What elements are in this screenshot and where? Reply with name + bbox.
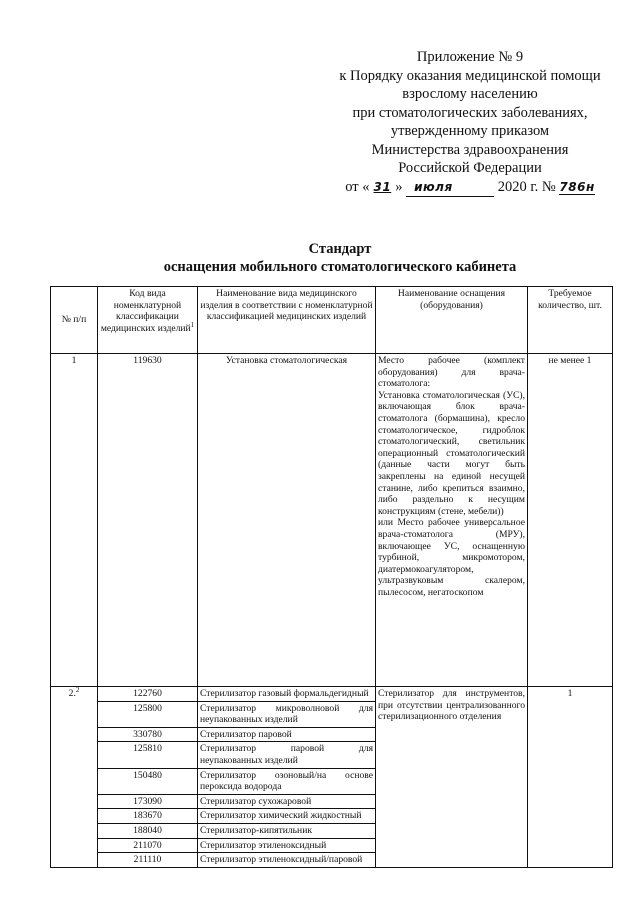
header-line: Российской Федерации [398, 160, 542, 176]
item-name: Стерилизатор озоновый/на основе пероксида водорода [198, 768, 376, 794]
header-line: Министерства здравоохранения [371, 141, 569, 158]
item-name: Стерилизатор химический жидкостный [198, 809, 376, 824]
header-line: Приложение № 9 [416, 49, 524, 65]
order-number: 786н [559, 179, 595, 194]
equipment-text: Установка стоматологическая (УС), включающая блок врача-стоматолога (бормашина), кресло стоматологическое, гидроблок стоматологический, светильник операционный стоматологический (данные части могут быть закреплены на единой несущей станине, либо крепиться взаимно, либо раздельно к несущим конструкциям (стене, мебели)) [378, 389, 525, 517]
equipment-standard-table [50, 286, 613, 868]
table-row [51, 687, 613, 702]
header-qty: Требуемое количество, шт. [528, 287, 613, 354]
row-num-text: 2. [68, 688, 76, 699]
header-line: утвержденному приказом [390, 123, 550, 139]
row-num: 1 [51, 354, 98, 687]
date-year: 2020 г. № [497, 178, 556, 195]
table-header-row [51, 287, 613, 354]
row-name: Установка стоматологическая [198, 354, 376, 687]
item-code: 122760 [98, 687, 198, 702]
row-code: 119630 [98, 354, 198, 687]
item-code: 150480 [98, 768, 198, 794]
item-code: 211110 [98, 853, 198, 868]
footnote-mark: 2 [75, 686, 80, 694]
item-name: Стерилизатор-кипятильник [198, 823, 376, 838]
header-line: взрослому населению [402, 86, 538, 102]
header-name: Наименование вида медицинского изделия в соответствии с номенклатурной классификацией медицинских изделий [198, 287, 376, 354]
title-line-2: оснащения мобильного стоматологического кабинета [163, 259, 517, 275]
equipment-text: Место рабочее (комплект оборудования) для врача-стоматолога: [378, 355, 525, 390]
item-code: 330780 [98, 727, 198, 742]
item-code: 125800 [98, 701, 198, 727]
row-qty: 1 [528, 687, 613, 868]
row-equipment: Стерилизатор для инструментов, при отсутствии централизованного стерилизационного отделения [376, 687, 528, 868]
header-line: к Порядку оказания медицинской помощи [339, 67, 601, 84]
order-date-line [330, 178, 610, 198]
document-title [0, 240, 640, 276]
date-prefix: от « [345, 178, 370, 195]
item-name: Стерилизатор паровой для неупакованных изделий [198, 742, 376, 768]
header-code-text: Код вида номенклатурной классификации медицинских изделий [100, 288, 191, 334]
item-code: 173090 [98, 794, 198, 809]
item-name: Стерилизатор микроволновой для неупакованных изделий [198, 701, 376, 727]
item-name: Стерилизатор сухожаровой [198, 794, 376, 809]
item-name: Стерилизатор паровой [198, 727, 376, 742]
header-equipment: Наименование оснащения (оборудования) [376, 287, 528, 354]
table-row [51, 354, 613, 687]
document-header [330, 48, 610, 197]
item-code: 183670 [98, 809, 198, 824]
item-code: 211070 [98, 838, 198, 853]
footnote-mark: 1 [190, 320, 195, 329]
equipment-text: или Место рабочее универсальное врача-стоматолога (МРУ), включающее УС, оснащенную турбиной, микромотором, диатермокоагулятором, ультразвуковым скалером, пылесосом, негатоскопом [378, 517, 525, 598]
date-month: июля [406, 178, 494, 198]
header-code [98, 287, 198, 354]
header-num: № п/п [51, 287, 98, 354]
row-num [51, 687, 98, 868]
date-day: 31 [373, 179, 392, 194]
item-name: Стерилизатор этиленоксидный [198, 838, 376, 853]
item-code: 188040 [98, 823, 198, 838]
title-line-1: Стандарт [308, 241, 372, 257]
item-name: Стерилизатор этиленоксидный/паровой [198, 853, 376, 868]
item-code: 125810 [98, 742, 198, 768]
item-name: Стерилизатор газовый формальдегидный [198, 687, 376, 702]
row-equipment [376, 354, 528, 687]
row-qty: не менее 1 [528, 354, 613, 687]
header-line: при стоматологических заболеваниях, [352, 104, 588, 121]
date-mid: » [395, 178, 403, 195]
